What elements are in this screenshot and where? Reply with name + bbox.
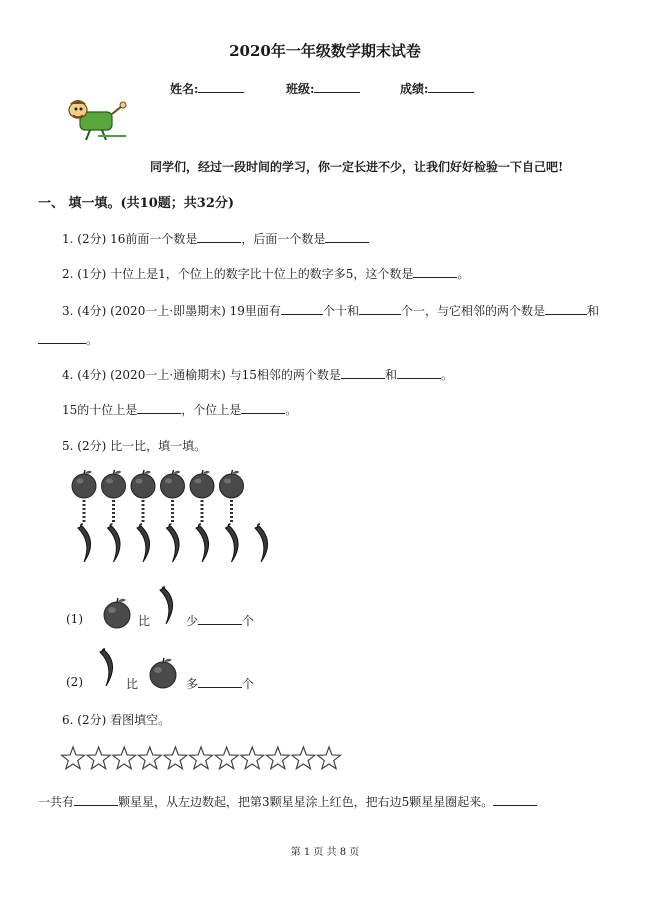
class-field[interactable] <box>286 80 360 97</box>
banana-icon <box>167 524 180 562</box>
star-icon[interactable] <box>190 747 213 769</box>
q3-blank-3[interactable] <box>545 302 587 315</box>
banana-icon <box>255 524 268 562</box>
name-label: 姓名: <box>170 82 199 96</box>
q1-blank-2[interactable] <box>325 230 369 243</box>
q6-blank-1[interactable] <box>74 793 118 806</box>
question-6 <box>62 711 170 728</box>
q4-line2-c: 。 <box>285 403 298 417</box>
q2-score: (1分) <box>77 267 107 281</box>
question-5 <box>62 437 206 454</box>
class-blank[interactable] <box>314 80 360 93</box>
q5-sub2-label: (2) <box>66 675 83 689</box>
banana-icon <box>226 524 239 562</box>
q6-num: 6. <box>62 713 74 727</box>
q6-text: 看图填空。 <box>110 713 171 727</box>
banana-icon <box>96 648 122 688</box>
apple-icon <box>100 596 134 630</box>
score-blank[interactable] <box>428 80 474 93</box>
apple-icon <box>72 470 96 498</box>
q5-text: 比一比，填一填。 <box>110 439 207 453</box>
apples-bananas-figure <box>70 468 290 568</box>
q6-text-b: 颗星星，从左边数起，把第3颗星星涂上红色，把右边5颗星星圈起来。 <box>118 795 494 809</box>
q4-score: (4分) <box>77 368 107 382</box>
question-4 <box>62 366 453 383</box>
question-3-continued <box>38 331 98 348</box>
name-blank[interactable] <box>198 80 244 93</box>
star-icon[interactable] <box>138 747 161 769</box>
q5-sub2-bi: 比 <box>126 677 139 691</box>
banana-icon <box>108 524 121 562</box>
q1-blank-1[interactable] <box>197 230 241 243</box>
star-icon[interactable] <box>62 747 85 769</box>
star-icon[interactable] <box>241 747 264 769</box>
q1-score: (2分) <box>77 232 107 246</box>
q4-text-a: 与15相邻的两个数是 <box>229 368 341 382</box>
q4-blank-1[interactable] <box>341 366 385 379</box>
apple-icon <box>102 470 126 498</box>
star-icon[interactable] <box>318 747 341 769</box>
q3-text-c: 个一，与它相邻的两个数是 <box>400 304 545 318</box>
q6-score: (2分) <box>77 713 107 727</box>
score-field[interactable] <box>400 80 474 97</box>
q1-num: 1. <box>62 232 74 246</box>
q2-num: 2. <box>62 267 74 281</box>
q3-text-d: 和 <box>586 304 599 318</box>
q5-sub1-unit: 个 <box>242 614 255 628</box>
star-icon[interactable] <box>292 747 315 769</box>
q4-text-b: 和 <box>384 368 397 382</box>
apple-icon <box>146 656 180 690</box>
page-title: 2020年一年级数学期末试卷 <box>229 42 421 60</box>
q3-blank-4[interactable] <box>38 331 86 344</box>
star-icon[interactable] <box>266 747 289 769</box>
apple-icon <box>161 470 185 498</box>
q5-sub2-blank[interactable] <box>198 675 242 688</box>
star-icon[interactable] <box>113 747 136 769</box>
section-title: 一、 填一填。(共10题；共32分) <box>38 196 235 211</box>
q2-blank[interactable] <box>413 265 457 278</box>
question-1 <box>62 230 369 247</box>
q2-text-a: 十位上是1，个位上的数字比十位上的数字多5，这个数是 <box>110 267 414 281</box>
apple-icon <box>220 470 244 498</box>
q3-text-a: 19里面有 <box>229 304 281 318</box>
q1-text-b: ，后面一个数是 <box>241 232 326 246</box>
banana-icon <box>78 524 91 562</box>
greeting-text: 同学们，经过一段时间的学习，你一定长进不少，让我们好好检验一下自己吧! <box>150 160 564 174</box>
q3-num: 3. <box>62 304 74 318</box>
q1-text-a: 16前面一个数是 <box>110 232 198 246</box>
q5-sub1-label: (1) <box>66 612 83 626</box>
star-icon[interactable] <box>164 747 187 769</box>
q3-blank-2[interactable] <box>359 302 401 315</box>
q4-blank-4[interactable] <box>241 401 285 414</box>
name-field[interactable] <box>170 80 244 97</box>
question-2 <box>62 265 469 282</box>
apple-icon <box>190 470 214 498</box>
banana-icon <box>196 524 209 562</box>
q5-sub2-unit: 个 <box>242 677 255 691</box>
q3-blank-1[interactable] <box>281 302 323 315</box>
question-4-line-2 <box>62 401 297 418</box>
q5-sub2-word: 多 <box>186 677 199 691</box>
q5-sub1-answer <box>186 612 254 629</box>
q3-text-b: 个十和 <box>322 304 359 318</box>
star-icon[interactable] <box>87 747 110 769</box>
q4-num: 4. <box>62 368 74 382</box>
banana-icon <box>156 586 182 626</box>
banana-icon <box>137 524 150 562</box>
q5-sub1-word: 少 <box>186 614 199 628</box>
page-footer: 第 1 页 共 8 页 <box>290 847 360 858</box>
q4-line2-b: ，个位上是 <box>181 403 242 417</box>
question-3 <box>62 302 599 319</box>
q3-score: (4分) <box>77 304 107 318</box>
question-6-text <box>38 793 537 810</box>
q4-source: (2020一上·通榆期末) <box>110 368 226 382</box>
stars-figure <box>60 744 350 772</box>
star-icon[interactable] <box>215 747 238 769</box>
q5-num: 5. <box>62 439 74 453</box>
q5-score: (2分) <box>77 439 107 453</box>
q5-sub2-answer <box>186 675 254 692</box>
q4-text-c: 。 <box>440 368 453 382</box>
q6-blank-2[interactable] <box>493 793 537 806</box>
q4-blank-2[interactable] <box>397 366 441 379</box>
score-label: 成绩: <box>400 82 429 96</box>
q3-source: (2020一上·即墨期末) <box>110 304 226 318</box>
class-label: 班级: <box>286 82 315 96</box>
q4-blank-3[interactable] <box>137 401 181 414</box>
q4-line2-a: 15的十位上是 <box>62 403 138 417</box>
apple-icon <box>131 470 155 498</box>
q5-sub1-blank[interactable] <box>198 612 242 625</box>
mascot-pencil-illustration <box>64 96 128 144</box>
q5-sub1-bi: 比 <box>138 614 151 628</box>
q6-text-a: 一共有 <box>38 795 75 809</box>
q3-text-e: 。 <box>86 333 99 347</box>
q2-text-b: 。 <box>457 267 470 281</box>
